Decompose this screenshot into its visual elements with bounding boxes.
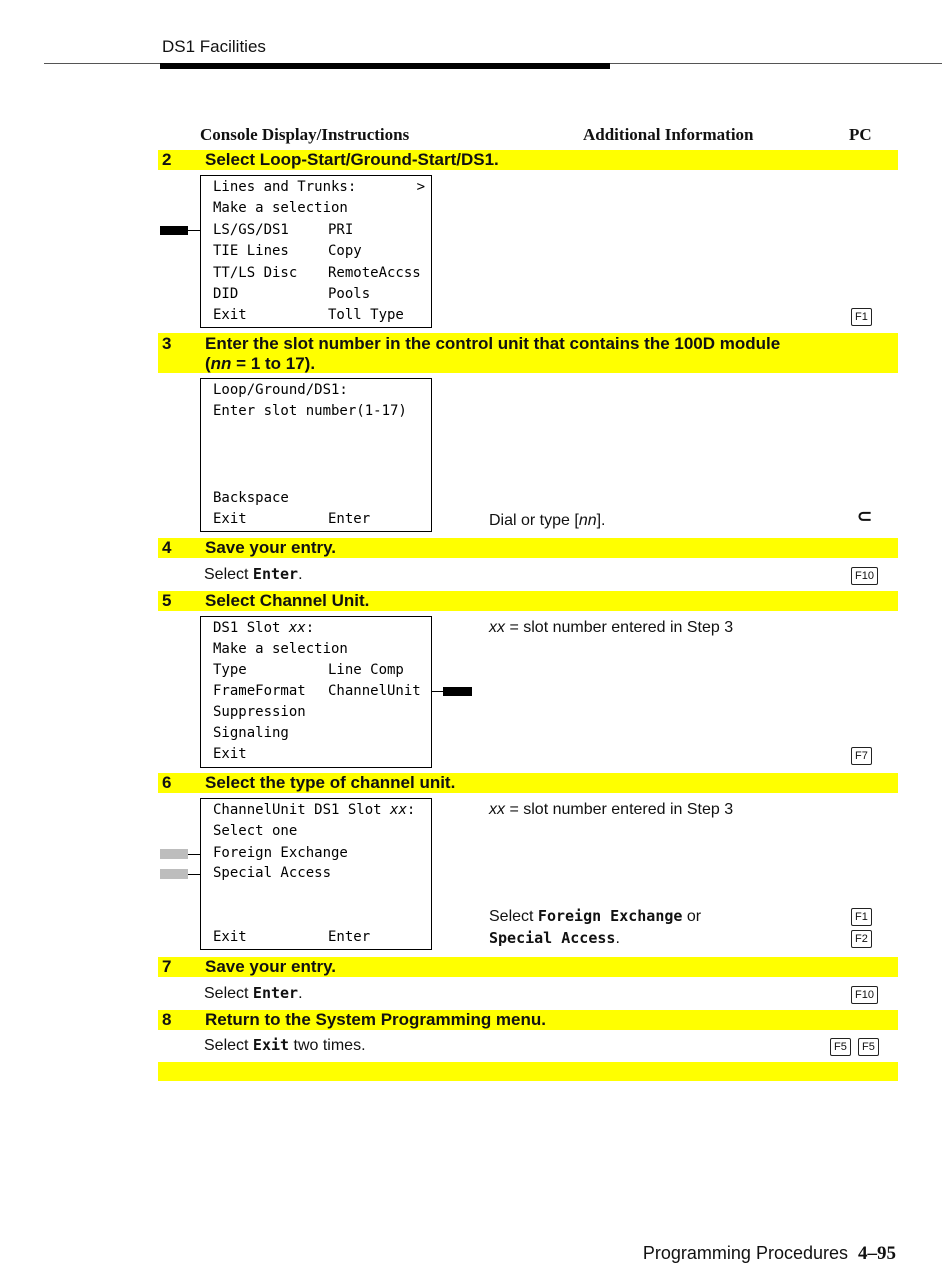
step-number: 3: [162, 334, 172, 353]
enter-option[interactable]: Enter: [328, 929, 371, 945]
column-heading-pc: PC: [849, 125, 872, 144]
step-number: 7: [162, 957, 172, 976]
console-screen-lines-trunks: [200, 175, 432, 328]
more-arrow: >: [416, 179, 425, 195]
menu-option-type[interactable]: Type: [213, 662, 247, 678]
function-key-f10: F10: [851, 567, 878, 585]
page-number: 4–95: [858, 1243, 896, 1264]
screen-prompt: Select one: [213, 823, 298, 839]
step-text: Enter the slot number in the control unit that contains the 100D module: [205, 334, 781, 353]
function-key-f1: F1: [851, 308, 872, 326]
exit-option[interactable]: Exit: [213, 511, 247, 527]
step-text: Select Loop-Start/Ground-Start/DS1.: [205, 150, 499, 169]
info-slot-note: xx = slot number entered in Step 3: [489, 619, 734, 636]
instruction-select-enter: Select Enter.: [204, 565, 303, 583]
step-text: Return to the System Programming menu.: [205, 1010, 546, 1029]
menu-option-exit[interactable]: Exit: [213, 746, 247, 762]
menu-option-ls-gs-ds1[interactable]: LS/GS/DS1: [213, 222, 289, 238]
function-key-f1: F1: [851, 908, 872, 926]
menu-option-signaling[interactable]: Signaling: [213, 725, 289, 741]
step-text: Save your entry.: [205, 538, 337, 557]
menu-option-foreign-exchange[interactable]: Foreign Exchange: [213, 845, 348, 861]
selection-pointer: [160, 226, 188, 235]
instruction-select-enter: Select Enter.: [204, 984, 303, 1002]
pointer-line: [188, 854, 200, 855]
instruction-select-exit: Select Exit two times.: [204, 1036, 366, 1054]
console-screen-slot-entry: [200, 378, 432, 532]
menu-option-frame-format[interactable]: FrameFormat: [213, 683, 306, 699]
menu-option-channel-unit[interactable]: ChannelUnit: [328, 683, 421, 699]
info-select-option: Special Access.: [489, 929, 620, 947]
menu-option-copy[interactable]: Copy: [328, 243, 362, 259]
step-text: Select Channel Unit.: [205, 591, 370, 610]
function-key-f5: F5: [858, 1038, 879, 1056]
screen-prompt: Make a selection: [213, 200, 348, 216]
dial-symbol-icon: ⊂: [857, 506, 873, 526]
step-text: (nn = 1 to 17).: [205, 354, 316, 373]
menu-option-toll-type[interactable]: Toll Type: [328, 307, 404, 323]
menu-option-exit[interactable]: Exit: [213, 307, 247, 323]
step-number: 8: [162, 1010, 172, 1029]
selection-pointer: [160, 849, 188, 859]
screen-title: ChannelUnit DS1 Slot xx:: [213, 802, 416, 818]
screen-prompt: Enter slot number(1-17): [213, 403, 407, 419]
step-text: Save your entry.: [205, 957, 337, 976]
end-band: [158, 1062, 898, 1081]
function-key-f2: F2: [851, 930, 872, 948]
menu-option-tie-lines[interactable]: TIE Lines: [213, 243, 289, 259]
menu-option-special-access[interactable]: Special Access: [213, 865, 332, 881]
footer-section: Programming Procedures: [642, 1243, 848, 1263]
menu-option-remote-access[interactable]: RemoteAccss: [328, 265, 421, 281]
step-number: 5: [162, 591, 172, 610]
exit-option[interactable]: Exit: [213, 929, 247, 945]
screen-prompt: Make a selection: [213, 641, 348, 657]
function-key-f7: F7: [851, 747, 872, 765]
menu-option-pools[interactable]: Pools: [328, 286, 371, 302]
step-number: 2: [162, 150, 172, 169]
function-key-f10: F10: [851, 986, 878, 1004]
pointer-line: [188, 230, 200, 231]
step-number: 6: [162, 773, 172, 792]
page-footer: [643, 1243, 896, 1265]
menu-option-tt-ls-disc[interactable]: TT/LS Disc: [213, 265, 298, 281]
selection-pointer: [443, 687, 472, 696]
column-heading-console: Console Display/Instructions: [200, 125, 410, 144]
menu-option-suppression[interactable]: Suppression: [213, 704, 306, 720]
menu-option-pri[interactable]: PRI: [328, 222, 354, 238]
header-rule-thick: [160, 63, 610, 69]
pointer-line: [188, 874, 200, 875]
menu-option-line-comp[interactable]: Line Comp: [328, 662, 404, 678]
step-text: Select the type of channel unit.: [205, 773, 456, 792]
function-key-f5: F5: [830, 1038, 851, 1056]
info-slot-note: xx = slot number entered in Step 3: [489, 801, 734, 818]
selection-pointer: [160, 869, 188, 879]
console-screen-ds1-slot: [200, 616, 432, 768]
menu-option-did[interactable]: DID: [213, 286, 239, 302]
info-select-option: Select Foreign Exchange or: [489, 907, 702, 925]
enter-option[interactable]: Enter: [328, 511, 371, 527]
pointer-line: [431, 691, 443, 692]
info-dial: Dial or type [nn].: [489, 512, 606, 529]
console-screen-channel-unit: [200, 798, 432, 950]
running-header: DS1 Facilities: [162, 37, 266, 56]
step-number: 4: [162, 538, 172, 557]
backspace-option[interactable]: Backspace: [213, 490, 289, 506]
screen-title: Lines and Trunks:: [213, 179, 357, 195]
screen-title: DS1 Slot xx:: [213, 620, 315, 636]
screen-title: Loop/Ground/DS1:: [213, 382, 348, 398]
column-heading-info: Additional Information: [583, 125, 754, 144]
